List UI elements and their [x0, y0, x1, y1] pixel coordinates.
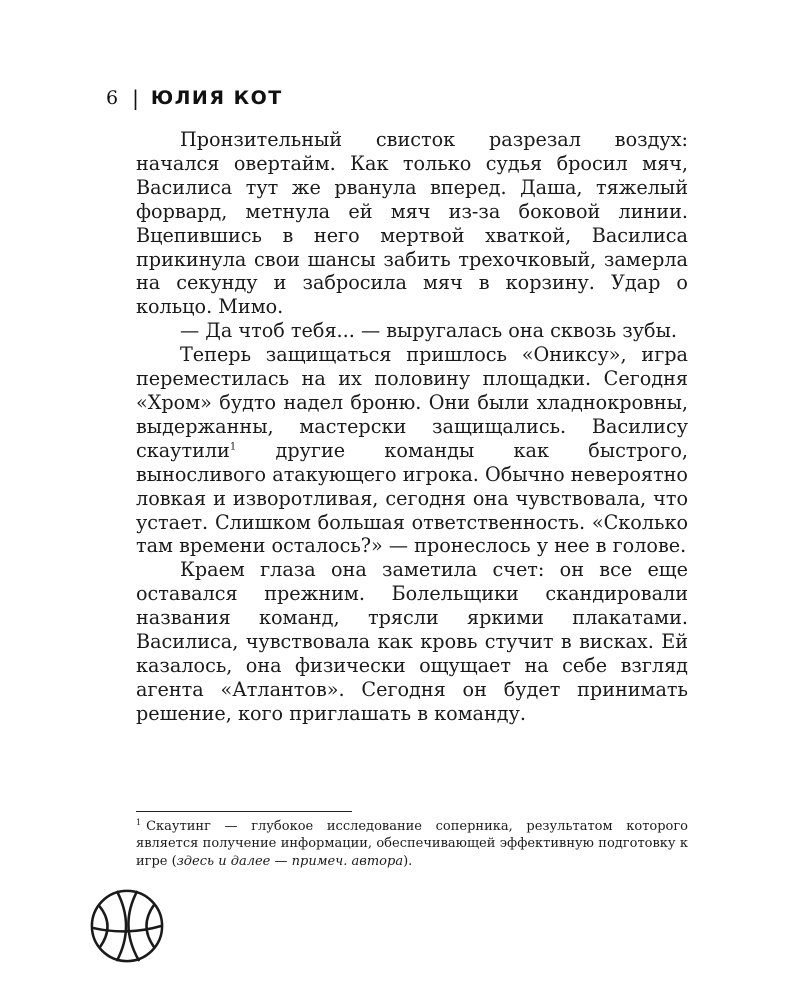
body-text [136, 128, 688, 726]
footnote-divider [136, 811, 352, 812]
paragraph-text: Теперь защищаться пришлось «Ониксу», игра переместилась на их половину площадки. Сегодня «Хром» будто надел броню. Они были хладнокровны, выдержанны, мастерски защищались. Василису скаутили [136, 343, 688, 462]
footnote-tail: ). [403, 853, 413, 869]
basketball-icon [88, 887, 166, 965]
footnote-marker: 1 [136, 817, 142, 827]
page-number: 6 [106, 87, 119, 109]
footnote-reference: 1 [229, 441, 237, 453]
header-separator: | [132, 86, 139, 110]
paragraph: Пронзительный свисток разрезал воздух: начался овертайм. Как только судья бросил мяч, Василиса тут же рванула вперед. Даша, тяжелый форвард, метнула ей мяч из-за боковой линии. Вцепившись в него мертвой хваткой, Василиса прикинула свои шансы забить трехочковый, замерла на секунду и забросила мяч в корзину. Удар о кольцо. Мимо. [136, 128, 688, 319]
author-name: ЮЛИЯ КОТ [150, 87, 283, 109]
paragraph: — Да чтоб тебя... — выругалась она сквозь зубы. [180, 319, 677, 343]
paragraph: Краем глаза она заметила счет: он все еще оставался прежним. Болельщики скандировали названия команд, трясли яркими плакатами. Василиса, чувствовала как кровь стучит в висках. Ей казалось, она физически ощущает на себе взгляд агента «Атлантов». Сегодня он будет принимать решение, кого приглашать в команду. [136, 558, 688, 725]
running-head [106, 84, 283, 112]
paragraph [136, 343, 688, 558]
paragraph-text: другие команды как быстрого, выносливого атакующего игрока. Обычно невероятно ловкая и изворотливая, сегодня она чувствовала, что устает. Слишком большая ответственность. «Сколько там времени осталось?» — пронеслось у нее в голове. [136, 438, 688, 558]
footnote-text: Скаутинг — глубокое исследование соперника, результатом которого является получение информации, обеспечивающей эффективную подготовку к игре ( [136, 819, 688, 869]
footnote [136, 818, 688, 870]
footnote-italic-note: здесь и далее — примеч. автора [176, 853, 404, 869]
